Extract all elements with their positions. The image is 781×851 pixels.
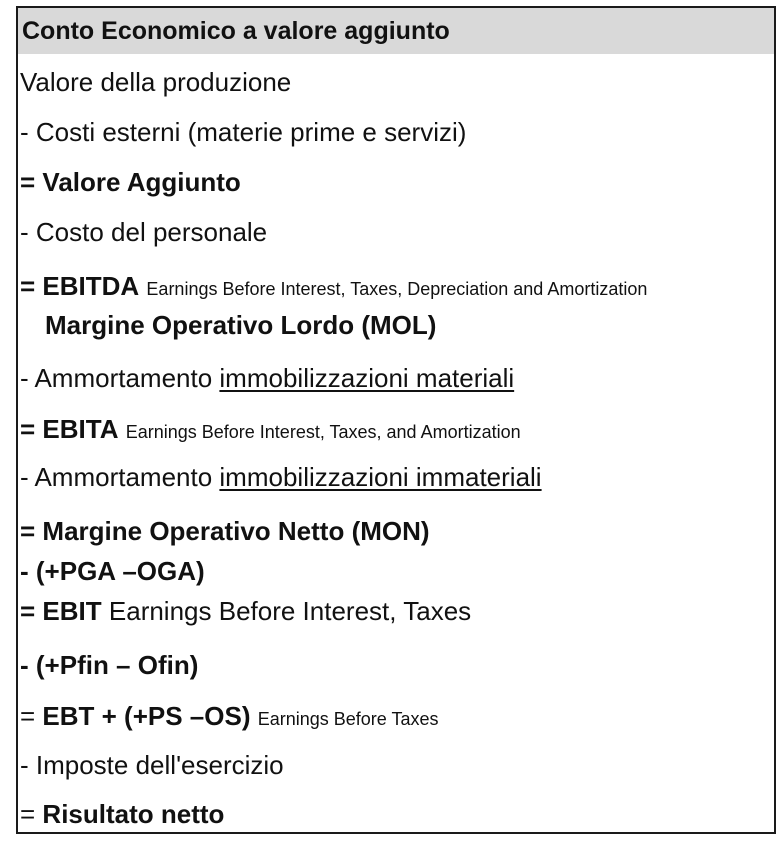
row-text: = Margine Operativo Netto (MON) — [20, 516, 430, 546]
ebitda-description: Earnings Before Interest, Taxes, Depreciation and Amortization — [146, 279, 648, 299]
row-costo-personale — [18, 215, 774, 249]
income-statement-table — [16, 6, 776, 834]
row-pfin-ofin — [18, 648, 774, 682]
row-mol — [18, 308, 774, 342]
row-text: - Ammortamento — [20, 462, 213, 492]
immobilizzazioni-materiali-link[interactable]: immobilizzazioni materiali — [219, 363, 515, 393]
ebit-description: Earnings Before Interest, Taxes — [108, 596, 472, 626]
ebita-description: Earnings Before Interest, Taxes, and Amortization — [125, 422, 521, 442]
row-ammortamento-materiali — [18, 361, 774, 395]
row-text: - Imposte dell'esercizio — [20, 750, 284, 780]
risultato-equals: = — [20, 799, 36, 829]
row-text: Valore della produzione — [20, 67, 292, 97]
row-risultato-netto — [18, 797, 774, 831]
row-text: Margine Operativo Lordo (MOL) — [45, 310, 437, 340]
row-mon — [18, 514, 774, 548]
ebt-description: Earnings Before Taxes — [257, 709, 439, 729]
row-costi-esterni — [18, 115, 774, 149]
row-text: - Ammortamento — [20, 363, 213, 393]
row-text: - (+PGA –OGA) — [20, 556, 205, 586]
row-imposte — [18, 748, 774, 782]
row-ammortamento-immateriali — [18, 460, 774, 494]
row-text: - (+Pfin – Ofin) — [20, 650, 199, 680]
ebitda-label: = EBITDA — [20, 271, 140, 301]
table-title: Conto Economico a valore aggiunto — [18, 8, 774, 54]
immobilizzazioni-immateriali-link[interactable]: immobilizzazioni immateriali — [219, 462, 542, 492]
row-text: - Costi esterni (materie prime e servizi) — [20, 117, 467, 147]
row-valore-aggiunto — [18, 165, 774, 199]
row-pga-oga — [18, 554, 774, 588]
ebit-label: EBIT — [42, 596, 102, 626]
row-ebit — [18, 594, 774, 628]
row-ebita — [18, 412, 774, 446]
risultato-label: Risultato netto — [42, 799, 225, 829]
row-text: = Valore Aggiunto — [20, 167, 241, 197]
ebt-label: EBT + (+PS –OS) — [42, 701, 251, 731]
row-ebt — [18, 699, 774, 733]
ebt-equals: = — [20, 701, 36, 731]
ebita-label: = EBITA — [20, 414, 119, 444]
row-valore-produzione — [18, 65, 774, 99]
row-ebitda — [18, 269, 774, 303]
ebit-equals: = — [20, 596, 36, 626]
row-text: - Costo del personale — [20, 217, 268, 247]
